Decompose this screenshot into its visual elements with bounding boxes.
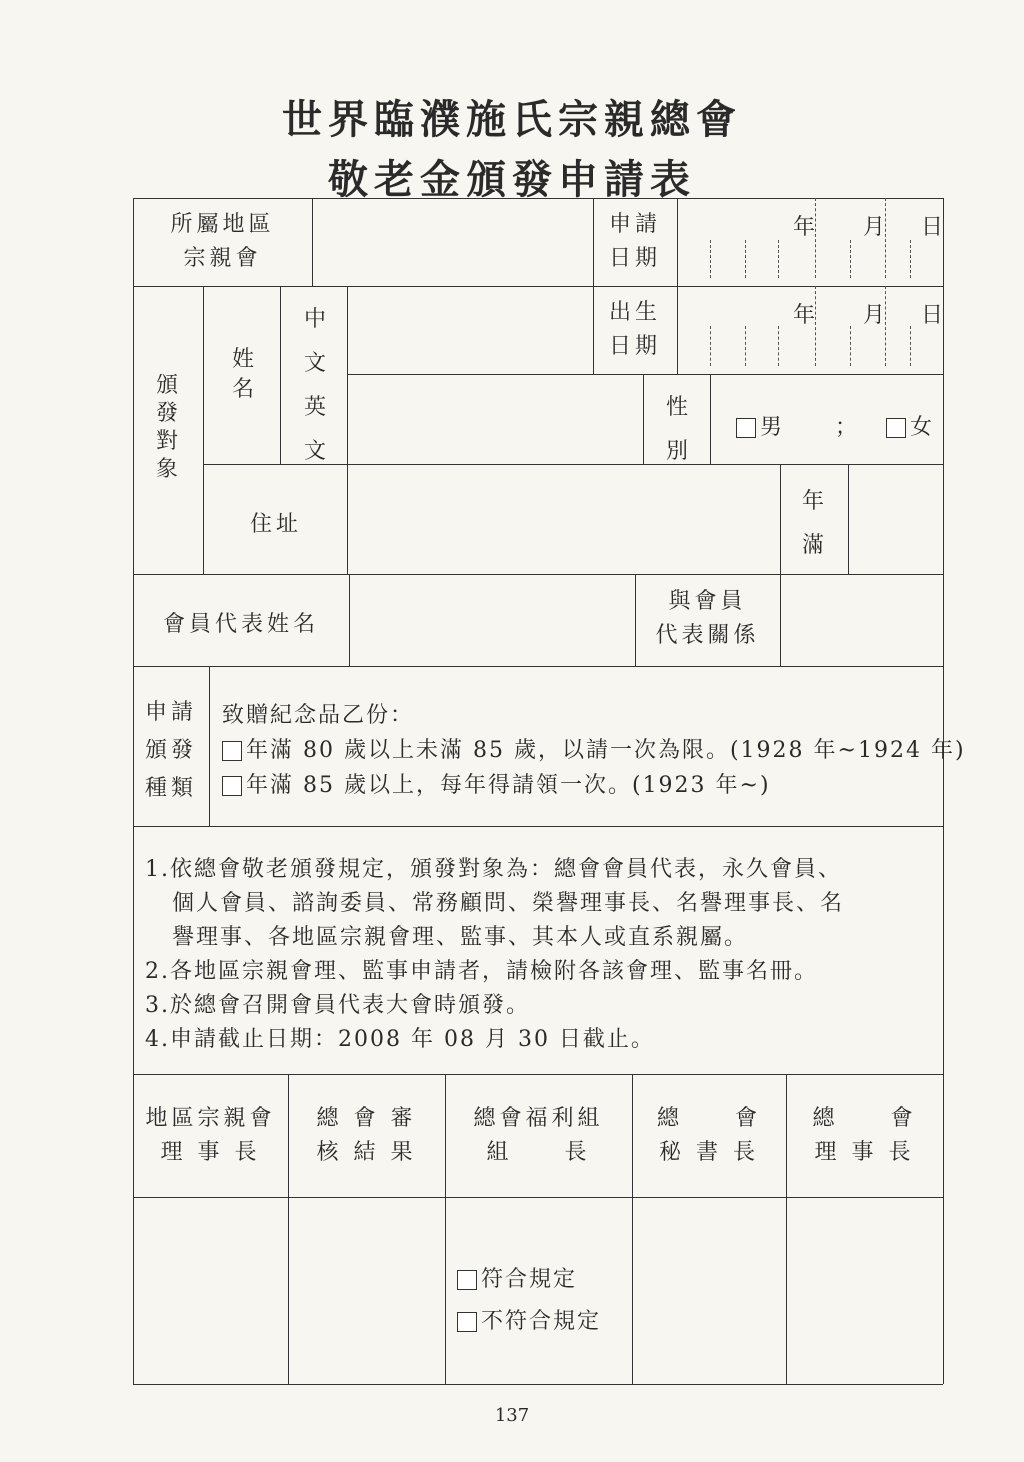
birth-date-field[interactable] bbox=[679, 288, 944, 372]
birth-date-label: 出生 日期 bbox=[608, 300, 661, 359]
day-label: 日 bbox=[921, 303, 944, 328]
age-label: 年 滿 bbox=[801, 489, 824, 558]
day-label: 日 bbox=[921, 215, 944, 240]
note-line-1: 1.依總會敬老頒發規定，頒發對象為：總會會員代表，永久會員、 bbox=[145, 857, 842, 882]
branch-label: 所屬地區 宗親會 bbox=[170, 212, 275, 271]
form-title: 敬老金頒發申請表 bbox=[328, 157, 696, 203]
month-label: 月 bbox=[863, 303, 886, 328]
age-field[interactable] bbox=[850, 466, 941, 572]
english-name-field[interactable] bbox=[349, 376, 641, 462]
rep-name-field[interactable] bbox=[351, 576, 633, 664]
name-label: 姓 名 bbox=[231, 347, 254, 402]
signature-secretary[interactable] bbox=[634, 1199, 784, 1382]
chinese-name-field[interactable] bbox=[349, 288, 591, 372]
year-label: 年 bbox=[793, 215, 816, 240]
address-field[interactable] bbox=[349, 466, 778, 572]
option-85-checkbox[interactable] bbox=[222, 776, 242, 796]
male-label: 男 bbox=[760, 415, 785, 440]
approval-header-chair: 總 會 理 事 長 bbox=[812, 1106, 917, 1165]
english-label: 英 文 bbox=[303, 395, 326, 464]
gender-label: 性 別 bbox=[665, 395, 688, 464]
compliant-checkbox[interactable] bbox=[457, 1270, 477, 1290]
recipient-label: 頒 發 對 象 bbox=[155, 373, 178, 482]
note-line-3: 譽理事、各地區宗親會理、監事、其本人或直系親屬。 bbox=[172, 925, 749, 950]
page-number: 137 bbox=[494, 1405, 530, 1426]
form-title-org: 世界臨濮施氏宗親總會 bbox=[282, 97, 742, 143]
apply-type-intro: 致贈紀念品乙份： bbox=[222, 703, 415, 728]
female-checkbox[interactable] bbox=[886, 418, 906, 438]
note-line-5: 3.於總會召開會員代表大會時頒發。 bbox=[145, 993, 530, 1018]
relation-label: 與會員 代表關係 bbox=[655, 589, 760, 648]
signature-branch-chair[interactable] bbox=[135, 1199, 286, 1382]
note-line-6: 4.申請截止日期：2008 年 08 月 30 日截止。 bbox=[145, 1027, 655, 1052]
month-label: 月 bbox=[863, 215, 886, 240]
approval-header-welfare: 總會福利組 組 長 bbox=[473, 1106, 604, 1165]
apply-option-80: 年滿 80 歲以上未滿 85 歲，以請一次為限。(1928 年~1924 年) bbox=[222, 733, 966, 764]
apply-type-label: 申請 頒發 種類 bbox=[144, 700, 197, 801]
address-label: 住址 bbox=[249, 512, 302, 537]
review-compliant: 符合規定 bbox=[457, 1262, 577, 1293]
review-noncompliant: 不符合規定 bbox=[457, 1304, 601, 1335]
approval-header-branch-chair: 地區宗親會 理 事 長 bbox=[145, 1106, 276, 1165]
branch-field[interactable] bbox=[314, 200, 591, 284]
gender-options: 男 ； 女 bbox=[736, 410, 934, 441]
option-80-checkbox[interactable] bbox=[222, 741, 242, 761]
note-line-2: 個人會員、諮詢委員、常務顧問、榮譽理事長、名譽理事長、名 bbox=[172, 891, 845, 916]
year-label: 年 bbox=[793, 303, 816, 328]
apply-date-label: 申請 日期 bbox=[608, 212, 661, 271]
noncompliant-checkbox[interactable] bbox=[457, 1312, 477, 1332]
signature-review[interactable] bbox=[290, 1199, 443, 1382]
approval-header-review: 總 會 審 核 結 果 bbox=[316, 1106, 417, 1165]
female-label: 女 bbox=[910, 415, 935, 440]
rep-name-label: 會員代表姓名 bbox=[162, 612, 319, 637]
apply-date-field[interactable] bbox=[679, 200, 944, 284]
relation-field[interactable] bbox=[782, 576, 941, 664]
note-line-4: 2.各地區宗親會理、監事申請者，請檢附各該會理、監事名冊。 bbox=[145, 959, 818, 984]
chinese-label: 中 文 bbox=[303, 307, 326, 376]
male-checkbox[interactable] bbox=[736, 418, 756, 438]
signature-chair[interactable] bbox=[788, 1199, 941, 1382]
apply-option-85: 年滿 85 歲以上，每年得請領一次。(1923 年~) bbox=[222, 768, 771, 799]
approval-header-secretary: 總 會 秘 書 長 bbox=[656, 1106, 761, 1165]
